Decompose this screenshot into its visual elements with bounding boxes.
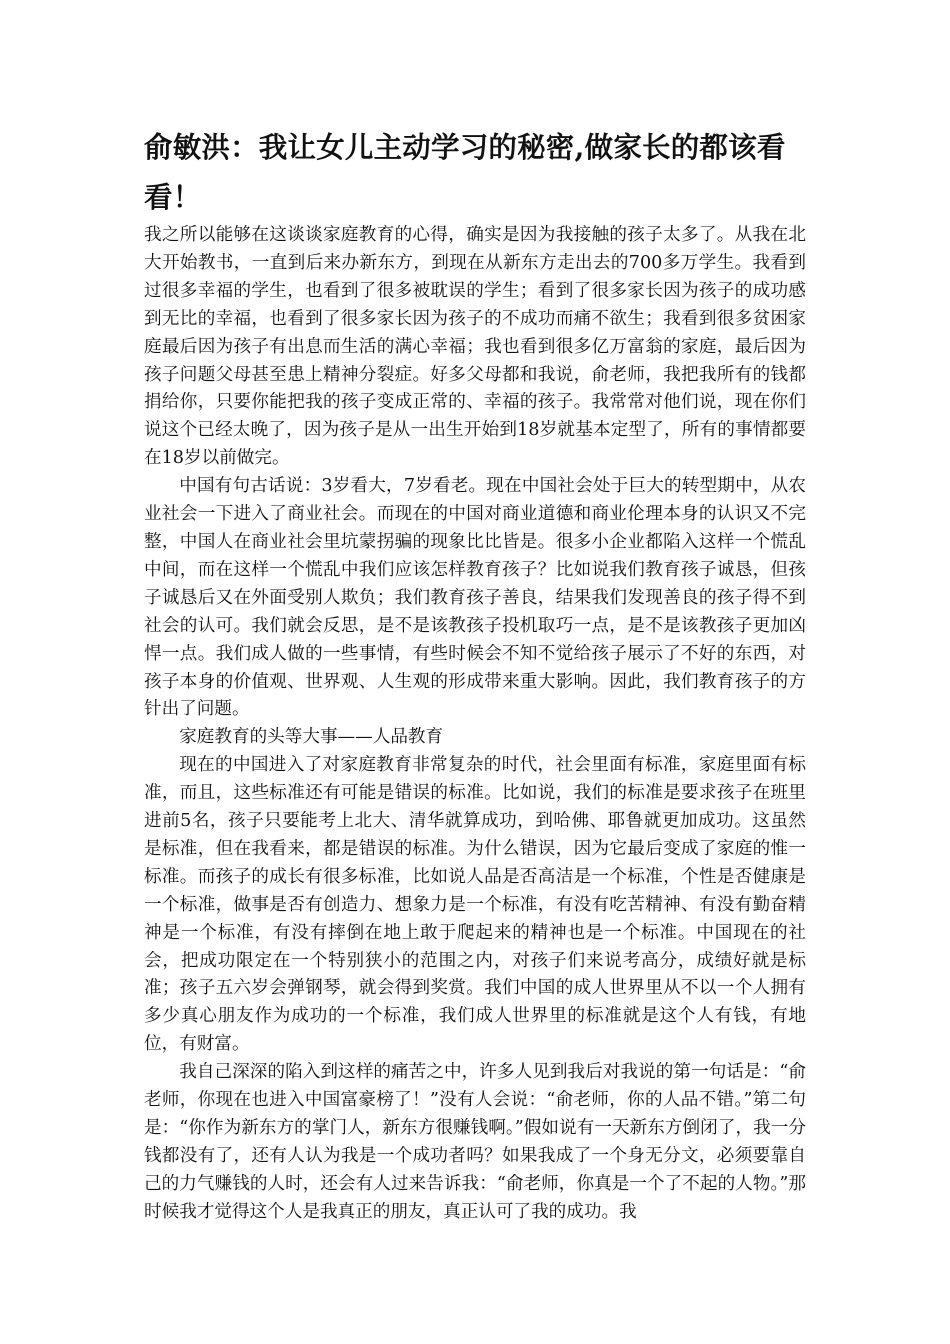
document-title: 俞敏洪：我让女儿主动学习的秘密,做家长的都该看看！: [144, 130, 786, 214]
paragraph-intro: 我之所以能够在这谈谈家庭教育的心得，确实是因为我接触的孩子太多了。从我在北大开始教书，一直到后来办新东方，到现在从新东方走出去的700多万学生。我看到过很多幸福的学生，也看到了很多被耽误的学生；看到了很多家长因为孩子的成功感到无比的幸福，也看到了很多家长因为孩子的不成功而痛不欲生；我看到很多贫困家庭最后因为孩子有出息而生活的满心幸福；我也看到很多亿万富翁的家庭，最后因为孩子问题父母甚至患上精神分裂症。好多父母都和我说，俞老师，我把我所有的钱都捐给你，只要你能把我的孩子变成正常的、幸福的孩子。我常常对他们说，现在你们说这个已经太晚了，因为孩子是从一出生开始到18岁就基本定型了，所有的事情都要在18岁以前做完。: [144, 225, 806, 469]
paragraph-personal: 我自己深深的陷入到这样的痛苦之中，许多人见到我后对我说的第一句话是：“俞老师，你现在也进入中国富豪榜了！”没有人会说：“俞老师，你的人品不错。”第二句是：“你作为新东方的掌门人，新东方很赚钱啊。”假如说有一天新东方倒闭了，我一分钱都没有了，还有人认为我是一个成功者吗？如果我成了一个身无分文，必须要靠自己的力气赚钱的人时，还会有人过来告诉我：“俞老师，你真是一个了不起的人物。”那时候我才觉得这个人是我真正的朋友，真正认可了我的成功。我: [144, 1062, 806, 1222]
document-page: [144, 122, 806, 1227]
paragraph-standards: 现在的中国进入了对家庭教育非常复杂的时代，社会里面有标准，家庭里面有标准，而且，这些标准还有可能是错误的标准。比如说，我们的标准是要求孩子在班里进前5名，孩子只要能考上北大、清华就算成功，到哈佛、耶鲁就更加成功。这虽然是标准，但在我看来，都是错误的标准。为什么错误，因为它最后变成了家庭的惟一标准。而孩子的成长有很多标准，比如说人品是否高洁是一个标准，个性是否健康是一个标准，做事是否有创造力、想象力是一个标准，有没有吃苦精神、有没有勤奋精神是一个标准，有没有摔倒在地上敢于爬起来的精神也是一个标准。中国现在的社会，把成功限定在一个特别狭小的范围之内，对孩子们来说考高分，成绩好就是标准；孩子五六岁会弹钢琴，就会得到奖赏。我们中国的成人世界里从不以一个人拥有多少真心朋友作为成功的一个标准，我们成人世界里的标准就是这个人有钱，有地位，有财富。: [144, 755, 806, 1055]
paragraph-proverb: 中国有句古话说：3岁看大，7岁看老。现在中国社会处于巨大的转型期中，从农业社会一下进入了商业社会。而现在的中国对商业道德和商业伦理本身的认识又不完整，中国人在商业社会里坑蒙拐骗的现象比比皆是。很多小企业都陷入这样一个慌乱中间，而在这样一个慌乱中我们应该怎样教育孩子？比如说我们教育孩子诚恳，但孩子诚恳后又在外面受别人欺负；我们教育孩子善良，结果我们发现善良的孩子得不到社会的认可。我们就会反思，是不是该教孩子投机取巧一点，是不是该教孩子更加凶悍一点。我们成人做的一些事情，有些时候会不知不觉给孩子展示了不好的东西，对孩子本身的价值观、世界观、人生观的形成带来重大影响。因此，我们教育孩子的方针出了问题。: [144, 476, 806, 720]
document-body: [144, 222, 806, 1227]
section-heading: 家庭教育的头等大事——人品教育: [179, 727, 444, 748]
